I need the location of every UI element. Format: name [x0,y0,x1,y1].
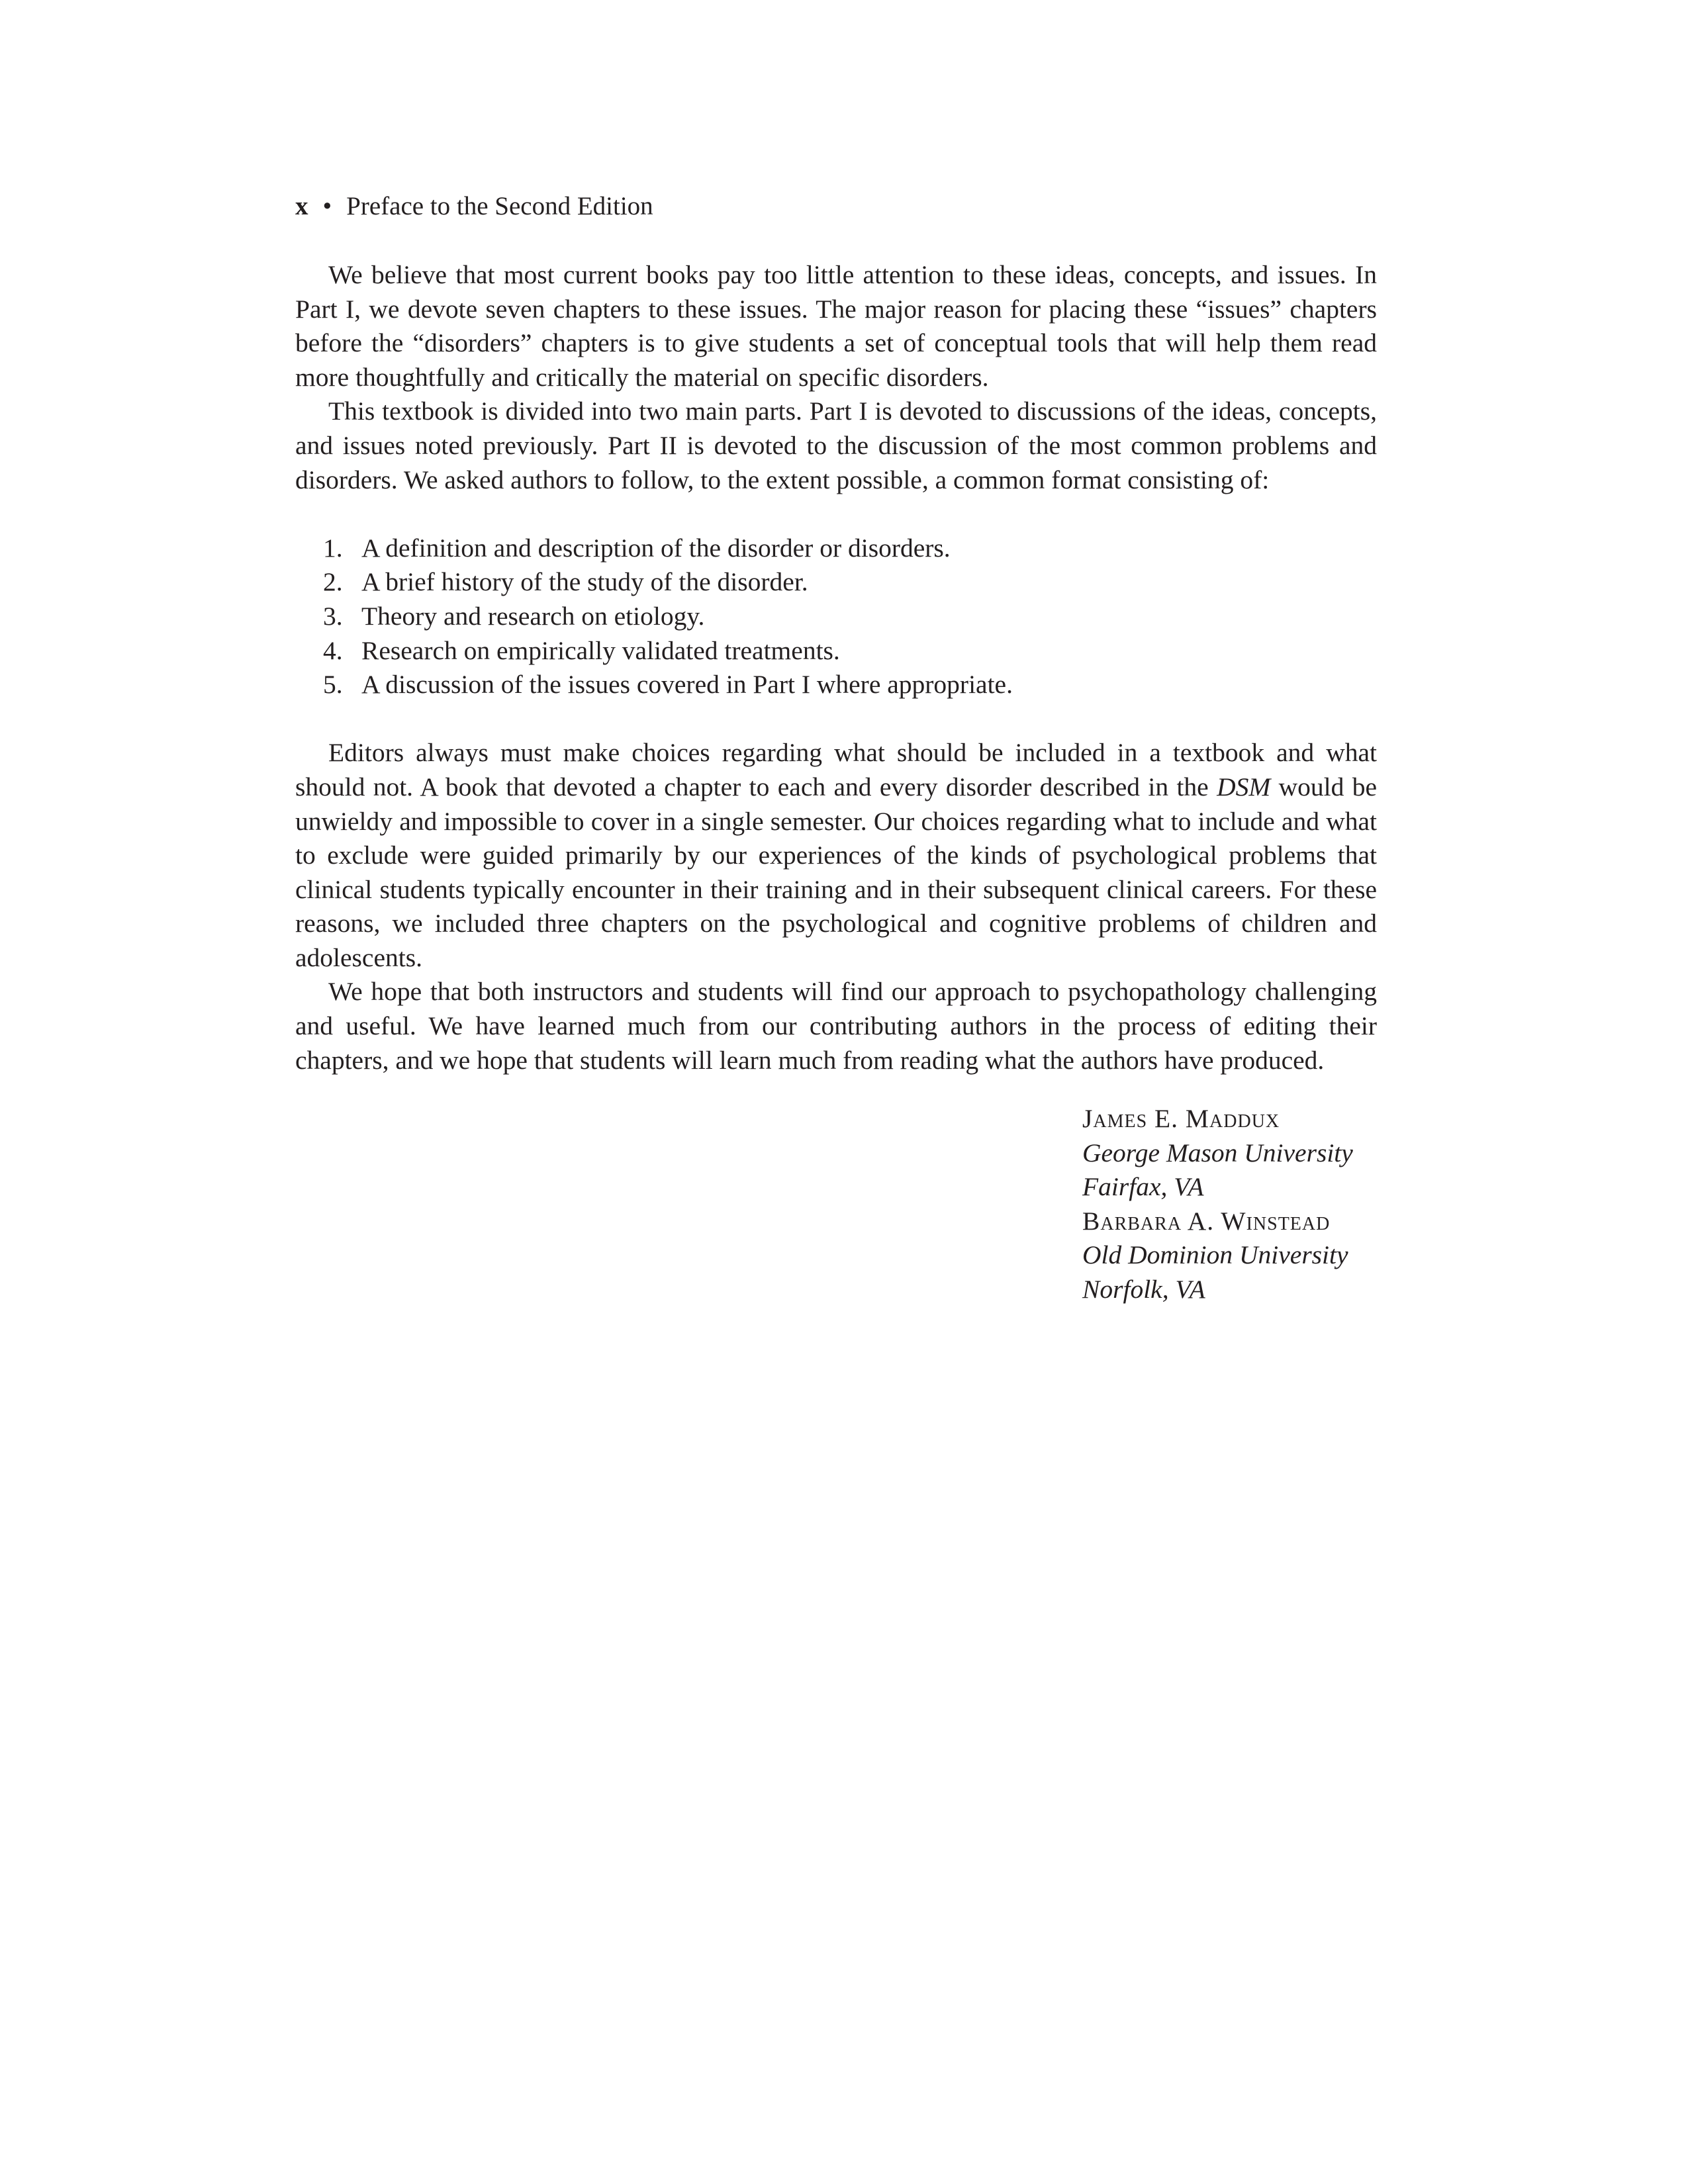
editor-affiliation: George Mason University [1082,1138,1353,1167]
editor-location: Norfolk, VA [1082,1274,1205,1304]
list-item-text: A definition and description of the disorder or disorders. [361,533,951,563]
editors-signature [1082,1102,1353,1307]
editor-name: James E. Maddux [1082,1104,1280,1133]
list-item-number: 2. [323,567,343,597]
list-item [295,565,1377,600]
list-item [295,668,1377,702]
paragraph-3-start: Editors always must make choices regarding what should be included in a textbook and what should not. A book that devoted a chapter to each and every disorder described in the [295,738,1377,801]
list-item-text: Theory and research on etiology. [361,601,705,631]
paragraph-1: We believe that most current books pay too little attention to these ideas, concepts, and issues. In Part I, we devote seven chapters to these issues. The major reason for placing these “issues” chapters before the “disorders” chapters is to give students a set of conceptual tools that will help them read more thoughtfully and critically the material on specific disorders. [295,260,1377,392]
editor-name: Barbara A. Winstead [1082,1206,1331,1236]
list-item [295,600,1377,634]
page-number: x [295,192,308,220]
paragraph-2: This textbook is divided into two main parts. Part I is devoted to discussions of the ideas, concepts, and issues noted previously. Part II is devoted to the discussion of the most common problems and disorders. We asked authors to follow, to the extent possible, a common format consisting of: [295,396,1377,494]
bullet-separator: • [322,192,332,220]
format-list [295,531,1377,702]
list-item-text: Research on empirically validated treatments. [361,635,840,665]
list-item [295,531,1377,566]
list-item-text: A discussion of the issues covered in Part I where appropriate. [361,670,1013,700]
editor-affiliation: Old Dominion University [1082,1240,1348,1270]
body-text [295,258,1377,1077]
paragraph-4: We hope that both instructors and students will find our approach to psychopathology challenging and useful. We have learned much from our contributing authors in the process of editing their chapters, and we hope that students will learn much from reading what the authors have produced. [295,977,1377,1075]
editor-location: Fairfax, VA [1082,1172,1204,1202]
list-item-number: 5. [323,670,343,700]
list-item [295,634,1377,668]
list-item-number: 1. [323,533,343,563]
list-item-text: A brief history of the study of the disorder. [361,567,808,597]
list-item-number: 4. [323,635,343,665]
running-head-title: Preface to the Second Edition [346,192,653,220]
paragraph-3 [295,736,1377,975]
dsm-title: DSM [1217,772,1271,801]
running-head [295,189,653,224]
list-item-number: 3. [323,601,343,631]
paragraph-3-end: would be unwieldy and impossible to cover in a single semester. Our choices regarding what to include and what to exclude were guided primarily by our experiences of the kinds of psychological problems that clinical students typically encounter in their training and in their subsequent clinical careers. For these reasons, we included three chapters on the psychological and cognitive problems of children and adolescents. [295,772,1377,972]
